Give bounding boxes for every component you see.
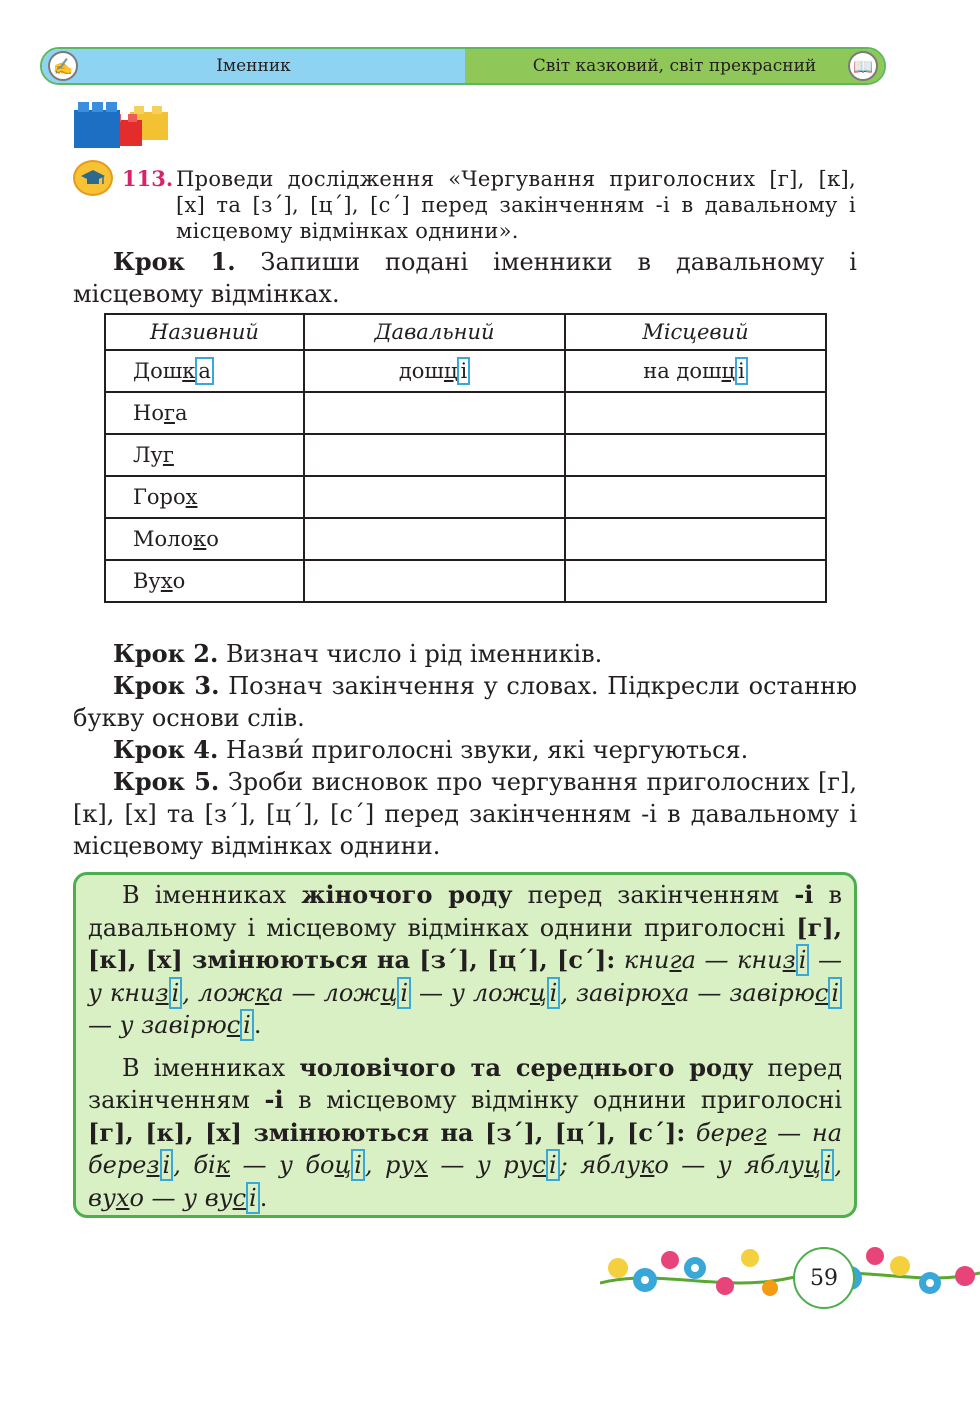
word-ending: і bbox=[240, 1009, 254, 1041]
example-text: — у лож bbox=[411, 978, 530, 1007]
rule-box bbox=[73, 872, 857, 1218]
stem-last-letter: с bbox=[532, 1151, 546, 1179]
word-ending: о bbox=[172, 569, 186, 593]
step-2 bbox=[73, 638, 857, 670]
example-text: — у ру bbox=[427, 1151, 533, 1179]
word-stem: на дош bbox=[643, 359, 722, 383]
table-cell-dative[interactable] bbox=[304, 392, 565, 434]
table-cell-locative[interactable] bbox=[565, 560, 826, 602]
stem-last-letter: к bbox=[182, 359, 196, 383]
rule-text: перед закінченням bbox=[512, 881, 795, 909]
table-cell-dative[interactable] bbox=[304, 434, 565, 476]
example-text: а — завірю bbox=[675, 978, 815, 1007]
table-row bbox=[105, 476, 826, 518]
rule-bold: жіночого роду bbox=[301, 880, 513, 909]
table-cell-nominative bbox=[105, 518, 304, 560]
example-text: а — лож bbox=[269, 978, 381, 1007]
example-text: о — у яблу bbox=[654, 1151, 804, 1179]
example-text: — у завірю bbox=[88, 1011, 227, 1039]
table-cell-nominative bbox=[105, 434, 304, 476]
step-5-text: Зроби висновок про чергування приголосних [г], [к], [х] та [з´], [ц´], [с´] перед закінченням -і в давальному і місцевому відмінках однини. bbox=[73, 768, 857, 860]
table-row bbox=[105, 392, 826, 434]
step-1-label: Крок 1. bbox=[113, 247, 236, 276]
rule-bold: [г], [к], [х] змінюються на [з´], [ц´], [с´]: bbox=[88, 1117, 686, 1147]
header-section-right bbox=[465, 49, 884, 83]
table-cell-locative[interactable] bbox=[565, 434, 826, 476]
stem-last-letter: с bbox=[232, 1183, 247, 1212]
stem-last-letter: з bbox=[146, 1151, 160, 1179]
example-text: — у бо bbox=[230, 1151, 335, 1179]
word-ending: і bbox=[160, 1149, 174, 1181]
step-1-text: Запиши подані іменники в давальному і місцевому відмінках. bbox=[73, 248, 857, 308]
word-stem: дош bbox=[398, 359, 444, 383]
task-text: Проведи дослідження «Чергування приголосних [г], [к], [х] та [з´], [ц´], [с´] перед закінченням -і в давальному і місцевому відмінках однини». bbox=[176, 167, 856, 243]
example-text: а — кни bbox=[681, 946, 783, 974]
rule-text: перед закінченням bbox=[88, 1053, 842, 1114]
stem-last-letter: з bbox=[782, 946, 796, 974]
word-stem: Дош bbox=[133, 359, 183, 383]
table-cell-nominative bbox=[105, 350, 304, 392]
task-number: 113. bbox=[122, 166, 174, 191]
table-row bbox=[105, 518, 826, 560]
word-ending: і bbox=[796, 944, 810, 976]
table-row bbox=[105, 350, 826, 392]
step-4-text: Назви́ приголосні звуки, які чергуються. bbox=[226, 736, 749, 764]
stem-last-letter: к bbox=[215, 1151, 230, 1179]
word-ending: і bbox=[821, 1149, 835, 1181]
table-cell-nominative bbox=[105, 560, 304, 602]
rule-bold: -і bbox=[264, 1085, 284, 1114]
step-2-label: Крок 2. bbox=[113, 639, 219, 668]
stem-last-letter: с bbox=[814, 978, 829, 1007]
flower-garland-decoration bbox=[600, 1238, 980, 1308]
table-cell-dative[interactable] bbox=[304, 476, 565, 518]
stem-last-letter: к bbox=[193, 527, 207, 551]
word-ending: і bbox=[546, 1149, 560, 1181]
stem-last-letter: к bbox=[640, 1151, 655, 1179]
step-3-label: Крок 3. bbox=[113, 671, 220, 700]
step-5-label: Крок 5. bbox=[113, 767, 220, 796]
stem-last-letter: х bbox=[115, 1183, 130, 1212]
rule-feminine: В іменниках жіночого роду перед закінченням -і в давальному і місцевому відмінках однини приголосні [г], [к], [х] змінюються на [з´], [ц´], [с´]: книга — книз і — у книз і , ложка — ложц і — у ложц і , завірюха — завірюс і — у завірюс і . bbox=[88, 880, 843, 1039]
col-header-locative: Місцевий bbox=[565, 314, 826, 350]
page-header bbox=[40, 47, 886, 85]
table-cell-locative[interactable] bbox=[565, 392, 826, 434]
table-cell-dative[interactable] bbox=[304, 518, 565, 560]
rule-text: в давальному і місцевому відмінках однини приголосні bbox=[88, 881, 843, 942]
rule-bold: -і bbox=[794, 880, 814, 909]
table-cell-dative bbox=[304, 350, 565, 392]
graduation-cap-icon bbox=[73, 160, 113, 196]
stem-last-letter: х bbox=[661, 978, 676, 1007]
word-stem: Ву bbox=[133, 569, 161, 593]
stem-last-letter: к bbox=[254, 978, 270, 1007]
table-cell-nominative bbox=[105, 476, 304, 518]
word-ending: о bbox=[206, 527, 219, 551]
stem-last-letter: ц bbox=[529, 978, 547, 1007]
stem-last-letter: ц bbox=[443, 359, 458, 383]
example-text: о — у ву bbox=[129, 1183, 233, 1212]
example-text: , бі bbox=[173, 1151, 216, 1179]
word-ending: і bbox=[457, 357, 470, 385]
word-stem: Горо bbox=[133, 485, 186, 509]
table-row bbox=[105, 434, 826, 476]
word-ending: і bbox=[351, 1149, 365, 1181]
word-stem: Лу bbox=[133, 443, 163, 467]
stem-last-letter: х bbox=[160, 569, 173, 593]
word-stem: Моло bbox=[133, 527, 194, 551]
stem-last-letter: ц bbox=[334, 1151, 352, 1179]
col-header-dative: Давальний bbox=[304, 314, 565, 350]
stem-last-letter: г bbox=[163, 401, 175, 425]
example-text: кни bbox=[623, 946, 670, 974]
pen-icon: ✍ bbox=[48, 51, 78, 81]
word-stem: Но bbox=[133, 401, 164, 425]
step-4-label: Крок 4. bbox=[113, 735, 219, 764]
lego-bricks-icon bbox=[72, 98, 172, 150]
word-ending: а bbox=[174, 401, 188, 425]
word-ending: і bbox=[397, 977, 411, 1009]
header-section-left bbox=[42, 49, 465, 83]
step-1 bbox=[73, 246, 857, 310]
rule-text: В іменниках bbox=[122, 1053, 300, 1082]
table-header-row bbox=[105, 314, 826, 350]
stem-last-letter: х bbox=[185, 485, 198, 509]
table-cell-locative bbox=[565, 350, 826, 392]
stem-last-letter: ц bbox=[721, 359, 736, 383]
stem-last-letter: з bbox=[155, 978, 169, 1007]
stem-last-letter: г bbox=[754, 1118, 767, 1147]
word-ending: і bbox=[246, 1182, 260, 1214]
col-header-nominative: Називний bbox=[105, 314, 304, 350]
stem-last-letter: с bbox=[226, 1011, 241, 1039]
stem-last-letter: ц bbox=[803, 1151, 821, 1179]
word-ending: і bbox=[828, 977, 842, 1009]
step-4 bbox=[73, 734, 857, 766]
step-2-text: Визнач число і рід іменників. bbox=[226, 640, 603, 668]
rule-bold: чоловічого та середнього роду bbox=[299, 1052, 754, 1082]
example-text: — на бере bbox=[88, 1118, 842, 1179]
example-text: , завірю bbox=[560, 978, 662, 1007]
declension-table bbox=[104, 313, 827, 603]
rule-masculine-neuter: В іменниках чоловічого та середнього роду перед закінченням -і в місцевому відмінку однини приголосні [г], [к], [х] змінюються на [з´], [ц´], [с´]: берег — на берез і , бік — у боц і , рух — у рус і ; яблуко — у яблуц і , вухо — у вус і . bbox=[88, 1052, 843, 1212]
stem-last-letter: г bbox=[162, 443, 174, 467]
table-cell-locative[interactable] bbox=[565, 518, 826, 560]
page-number: 59 bbox=[793, 1247, 855, 1309]
stem-last-letter: х bbox=[414, 1151, 428, 1179]
rule-text: В іменниках bbox=[122, 881, 302, 909]
header-chapter: Світ казковий, світ прекрасний bbox=[532, 56, 817, 76]
word-ending: а bbox=[195, 357, 214, 385]
table-row bbox=[105, 560, 826, 602]
step-3 bbox=[73, 670, 857, 734]
stem-last-letter: ц bbox=[380, 978, 398, 1007]
table-cell-locative[interactable] bbox=[565, 476, 826, 518]
word-ending: і bbox=[169, 977, 183, 1009]
table-cell-dative[interactable] bbox=[304, 560, 565, 602]
header-topic: Іменник bbox=[216, 56, 291, 76]
example-text: — у кни bbox=[88, 946, 842, 1007]
step-3-text: Познач закінчення у словах. Підкресли останню букву основи слів. bbox=[73, 672, 857, 732]
book-icon: 📖 bbox=[848, 51, 878, 81]
example-text: , ру bbox=[364, 1151, 415, 1179]
step-5 bbox=[73, 766, 857, 862]
word-ending: і bbox=[735, 357, 748, 385]
table-cell-nominative bbox=[105, 392, 304, 434]
word-ending: і bbox=[547, 977, 561, 1009]
example-text: , лож bbox=[182, 978, 255, 1007]
rule-text: в місцевому відмінку однини приголосні bbox=[283, 1086, 843, 1114]
example-text: ; яблу bbox=[559, 1151, 641, 1179]
example-text: , ву bbox=[88, 1151, 843, 1212]
stem-last-letter: г bbox=[669, 946, 682, 974]
rule-bold: [г], [к], [х] змінюються на [з´], [ц´], [с´]: bbox=[88, 912, 842, 974]
example-text: бере bbox=[695, 1118, 755, 1147]
